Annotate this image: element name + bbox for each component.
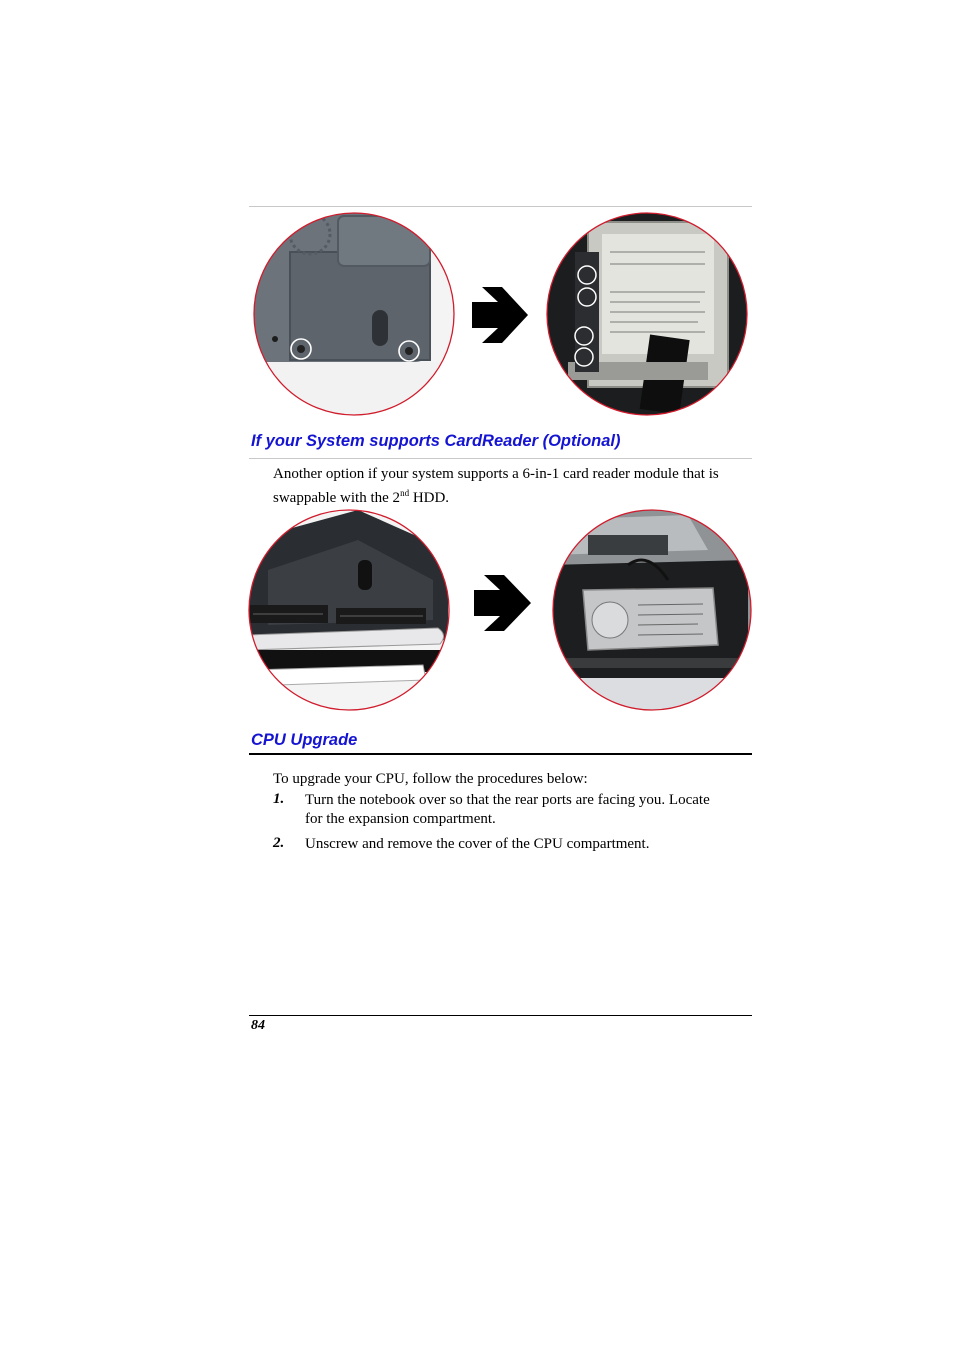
hdd-in-bay-photo	[540, 212, 752, 418]
header-rule	[249, 206, 752, 207]
step-1-line1: Turn the notebook over so that the rear ports are facing you. Locate	[305, 792, 710, 808]
cardreader-paragraph-line2: swappable with the 2nd HDD.	[273, 487, 450, 506]
step-1-text	[305, 791, 753, 828]
page-number: 84	[251, 1018, 265, 1033]
cardreader-module-photo	[248, 510, 453, 715]
step-1-line2: for the expansion compartment.	[305, 810, 496, 827]
cardreader-figure	[248, 510, 753, 715]
arrow-right-icon-2	[474, 575, 531, 631]
footer-rule	[249, 1015, 752, 1016]
cardreader-heading: If your System supports CardReader (Optional)	[251, 432, 621, 450]
cardreader-paragraph	[273, 465, 753, 507]
cardreader-paragraph-line1: Another option if your system supports a 6-in-1 card reader module that is	[273, 466, 719, 482]
hdd-removal-figure	[250, 212, 752, 418]
step-2-number: 2.	[273, 835, 285, 851]
arrow-right-icon	[472, 287, 528, 343]
cpu-upgrade-heading: CPU Upgrade	[251, 731, 358, 749]
cardreader-heading-rule	[249, 458, 752, 459]
cpu-intro-text: To upgrade your CPU, follow the procedures below:	[273, 771, 588, 787]
step-2-text: Unscrew and remove the cover of the CPU compartment.	[305, 836, 650, 852]
cpu-heading-rule	[249, 753, 752, 755]
step-1-number: 1.	[273, 791, 285, 807]
